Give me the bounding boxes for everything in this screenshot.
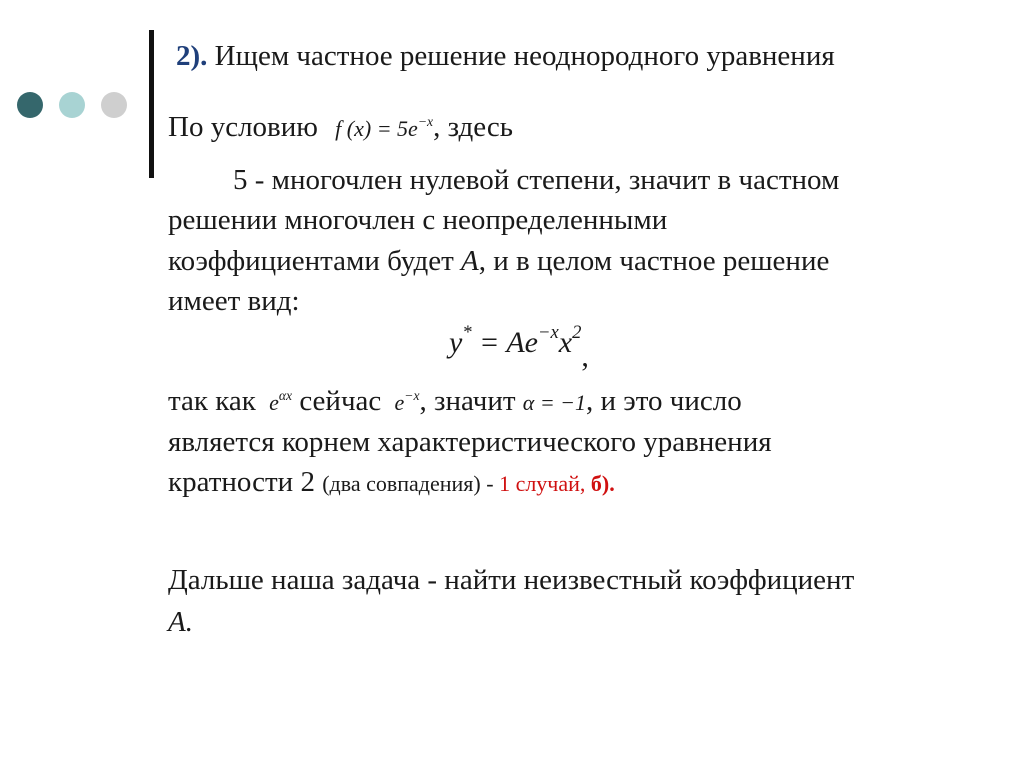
title-text: Ищем частное решение неоднородного уравнения (207, 40, 835, 72)
condition-formula (335, 113, 434, 141)
paragraph2-mid: сейчас (292, 385, 389, 417)
paragraph2-line3-lead: кратности 2 (168, 466, 323, 498)
paragraph2-mid2: , значит (419, 385, 523, 417)
bullet-dot-3 (101, 92, 127, 118)
paragraph2-line3 (168, 468, 615, 497)
paragraph1-line2: решении многочлен с неопределенными (168, 204, 668, 236)
exp-alpha-exponent: αx (278, 387, 293, 403)
slide-title (176, 40, 835, 73)
paragraph1-line3-before: коэффициентами будет (168, 245, 462, 277)
alpha-value: α = −1 (522, 390, 587, 415)
exp-minus-x (394, 387, 420, 415)
formula-exponent: −x (537, 322, 559, 344)
paragraph3-line1: Дальше наша задача - найти неизвестный коэффициент (168, 564, 855, 596)
exp-minus-exponent: −x (404, 387, 420, 403)
formula-x: x (558, 326, 573, 359)
formula-star: * (462, 322, 472, 344)
paragraph2-tail: , и это число (586, 385, 742, 417)
paragraph2-line1 (168, 387, 742, 416)
formula-comma: , (581, 340, 589, 373)
formula-power: 2 (572, 322, 582, 344)
coefficient-a: A (461, 245, 479, 277)
paragraph1-line3-after: , и в целом частное решение (478, 245, 830, 277)
condition-suffix: , здесь (433, 111, 513, 143)
exp-alpha-x (269, 387, 293, 415)
exp-minus-base: e (394, 390, 405, 415)
title-divider-bar (149, 30, 154, 178)
paragraph3-line2: A. (168, 606, 193, 638)
condition-prefix: По условию (168, 111, 318, 143)
case-letter: б). (590, 471, 615, 496)
particular-solution-formula (449, 322, 589, 373)
paragraph1-line1: 5 - многочлен нулевой степени, значит в частном (233, 164, 840, 196)
title-number: 2). (176, 40, 208, 72)
condition-formula-exponent: −x (417, 113, 434, 129)
case-label: 1 случай, (499, 471, 591, 496)
condition-line (168, 113, 513, 142)
paragraph2-lead: так как (168, 385, 264, 417)
condition-formula-base: f (x) = 5e (335, 116, 418, 141)
paragraph1-line3 (168, 247, 829, 276)
bullet-dot-2 (59, 92, 85, 118)
paragraph2-line3-note: (два совпадения) - (322, 471, 500, 496)
exp-alpha-base: e (269, 390, 279, 415)
formula-y: y (449, 326, 463, 359)
paragraph2-line2: является корнем характеристического уравнения (168, 426, 772, 458)
formula-ae: = Ae (471, 326, 538, 359)
bullet-dot-1 (17, 92, 43, 118)
paragraph1-line4: имеет вид: (168, 285, 300, 317)
